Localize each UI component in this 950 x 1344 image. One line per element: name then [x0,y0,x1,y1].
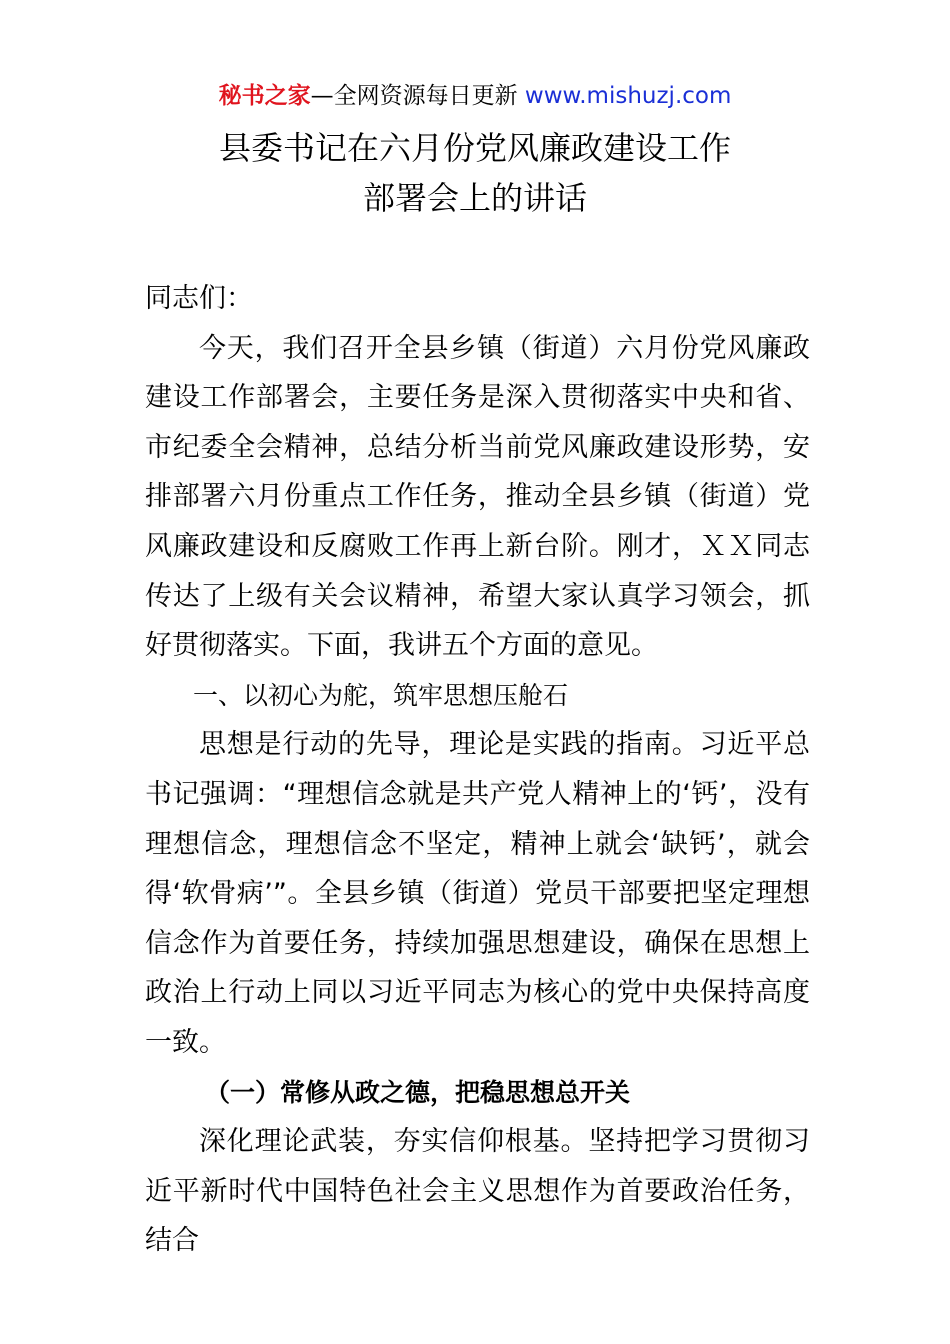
document-title-line-2: 部署会上的讲话 [362,179,587,217]
paragraph-intro: 今天，我们召开全县乡镇（街道）六月份党风廉政建设工作部署会，主要任务是深入贯彻落实中央和省、市纪委全会精神，总结分析当前党风廉政建设形势，安排部署六月份重点工作任务，推动全县乡镇（街道）党风廉政建设和反腐败工作再上新台阶。刚才，ＸＸ同志传达了上级有关会议精神，希望大家认真学习领会，抓好贯彻落实。下面，我讲五个方面的意见。 [145,332,810,662]
banner-tagline: —全网资源每日更新 [310,83,518,109]
site-banner [0,80,950,112]
section-heading-1: 一、以初心为舵，筑牢思想压舱石 [193,680,569,710]
paragraph-thought: 思想是行动的先导，理论是实践的指南。习近平总书记强调：“理想信念就是共产党人精神上的‘钙’，没有理想信念，理想信念不坚定，精神上就会‘缺钙’，就会得‘软骨病’”。全县乡镇（街道）党员干部要把坚定理想信念作为首要任务，持续加强思想建设，确保在思想上政治上行动上同以习近平同志为核心的党中央保持高度一致。 [145,729,810,1058]
document-title-line-1: 县委书记在六月份党风廉政建设工作 [218,129,731,167]
site-url[interactable]: www.mishuzj.com [524,83,732,109]
subsection-heading-1: （一）常修从政之德，把稳思想总开关 [205,1077,631,1107]
salutation: 同志们： [145,283,253,314]
paragraph-theory: 深化理论武装，夯实信仰根基。坚持把学习贯彻习近平新时代中国特色社会主义思想作为首要政治任务，结合 [145,1126,810,1257]
document-body [145,274,810,1266]
brand-name: 秘书之家 [218,83,311,109]
